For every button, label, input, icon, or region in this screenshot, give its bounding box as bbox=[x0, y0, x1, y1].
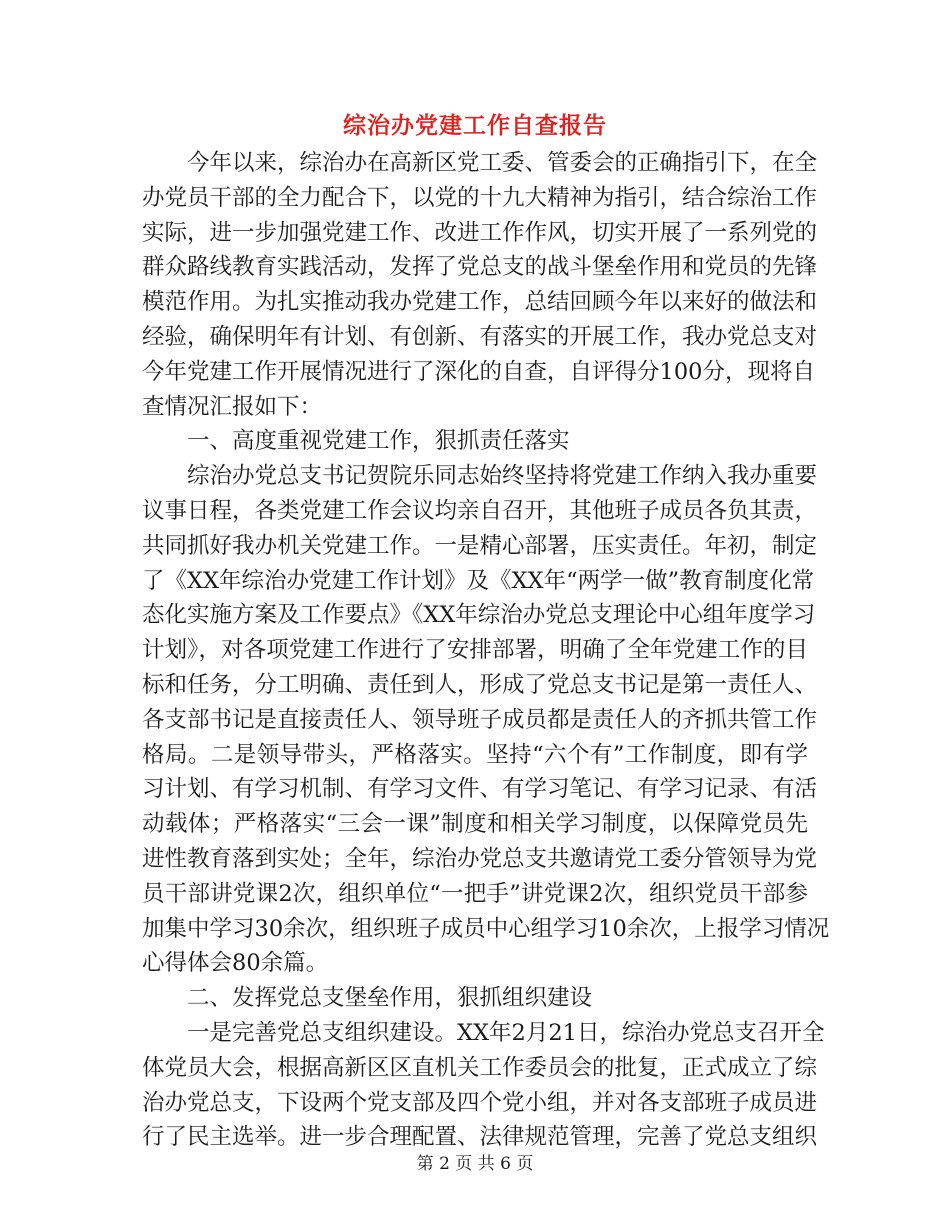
text-line: 格局。二是领导带头，严格落实。坚持“六个有”工作制度，即有学 bbox=[142, 741, 808, 768]
text-line: 习计划、有学习机制、有学习文件、有学习笔记、有学习记录、有活 bbox=[142, 776, 818, 803]
text-line: 行了民主选举。进一步合理配置、法律规范管理，完善了党总支组织 bbox=[142, 1124, 818, 1151]
text-line: 计划》，对各项党建工作进行了安排部署，明确了全年党建工作的目 bbox=[142, 637, 808, 664]
text-line: 加集中学习30余次，组织班子成员中心组学习10余次，上报学习情况 bbox=[142, 915, 830, 942]
text-line: 模范作用。为扎实推动我办党建工作，总结回顾今年以来好的做法和 bbox=[142, 289, 818, 316]
text-line: 议事日程，各类党建工作会议均亲自召开，其他班子成员各负其责， bbox=[142, 497, 818, 524]
text-line: 标和任务，分工明确、责任到人，形成了党总支书记是第一责任人、 bbox=[142, 671, 818, 698]
page-number-footer: 第 2 页 共 6 页 bbox=[416, 1154, 534, 1174]
text-line: 了《XX年综治办党建工作计划》及《XX年“两学一做”教育制度化常 bbox=[142, 567, 815, 594]
text-line: 实际，进一步加强党建工作、改进工作作风，切实开展了一系列党的 bbox=[142, 219, 818, 246]
document-title: 综治办党建工作自查报告 bbox=[343, 112, 607, 139]
text-line: 查情况汇报如下： bbox=[142, 393, 323, 420]
text-line: 心得体会80余篇。 bbox=[142, 950, 329, 977]
text-line: 今年党建工作开展情况进行了深化的自查，自评得分100分，现将自 bbox=[142, 358, 815, 385]
text-line: 员干部讲党课2次，组织单位“一把手”讲党课2次，组织党员干部参 bbox=[142, 880, 808, 907]
text-line: 共同抓好我办机关党建工作。一是精心部署，压实责任。年初，制定 bbox=[142, 532, 818, 559]
section-heading: 二、发挥党总支堡垒作用，狠抓组织建设 bbox=[187, 985, 593, 1012]
text-line: 一是完善党总支组织建设。XX年2月21日，综治办党总支召开全 bbox=[187, 1019, 825, 1046]
text-line: 今年以来，综治办在高新区党工委、管委会的正确指引下，在全 bbox=[187, 150, 818, 176]
text-line: 综治办党总支书记贺院乐同志始终坚持将党建工作纳入我办重要 bbox=[187, 463, 818, 490]
section-heading: 一、高度重视党建工作，狠抓责任落实 bbox=[187, 428, 570, 455]
text-line: 进性教育落到实处；全年，综治办党总支共邀请党工委分管领导为党 bbox=[142, 845, 818, 872]
text-line: 办党员干部的全力配合下，以党的十九大精神为指引，结合综治工作 bbox=[142, 184, 818, 211]
text-line: 群众路线教育实践活动，发挥了党总支的战斗堡垒作用和党员的先锋 bbox=[142, 254, 818, 281]
text-line: 动载体；严格落实“三会一课”制度和相关学习制度，以保障党员先 bbox=[142, 811, 808, 838]
text-line: 经验，确保明年有计划、有创新、有落实的开展工作，我办党总支对 bbox=[142, 323, 818, 350]
text-line: 体党员大会，根据高新区区直机关工作委员会的批复，正式成立了综 bbox=[142, 1054, 818, 1081]
text-line: 治办党总支，下设两个党支部及四个党小组，并对各支部班子成员进 bbox=[142, 1089, 818, 1116]
document-body bbox=[142, 146, 830, 1155]
text-line: 态化实施方案及工作要点》《XX年综治办党总支理论中心组年度学习 bbox=[142, 602, 816, 629]
text-line: 各支部书记是直接责任人、领导班子成员都是责任人的齐抓共管工作 bbox=[142, 706, 818, 733]
